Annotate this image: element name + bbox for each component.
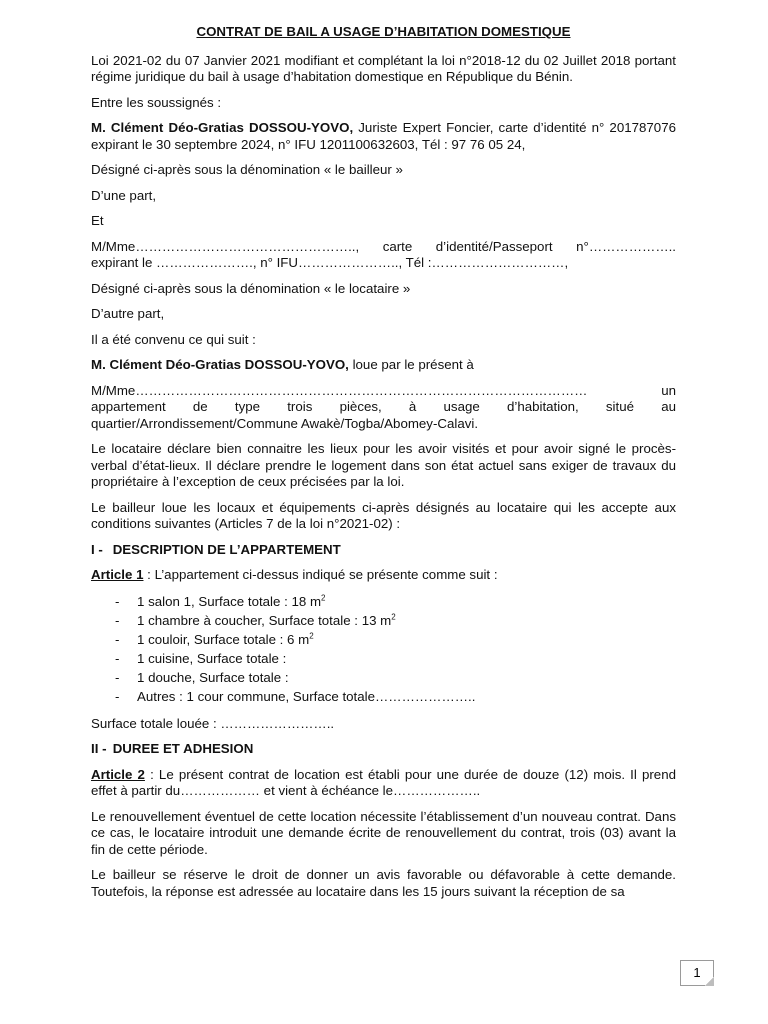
total-surface: Surface totale louée : …………………….. [91,715,335,731]
list-dash: - [115,593,120,609]
section-2-heading [91,741,676,758]
tenant-designation: Désigné ci-après sous la dénomination « le locataire » [91,280,411,296]
section-1-title: DESCRIPTION DE L’APPARTEMENT [112,541,341,557]
section-1-number: I - [91,541,103,557]
list-item [91,649,676,668]
rental-line-1: M/Mme………………………………………………………………………………………… un [91,382,676,398]
list-dash: - [115,650,120,666]
list-dash: - [115,669,120,685]
landlord-name: M. Clément Déo-Gratias DOSSOU-YOVO, [91,120,354,135]
room-unit-sup: 2 [309,631,314,641]
list-item [91,687,676,706]
list-item [91,592,676,611]
other-part: D’autre part, [91,306,165,321]
rental-statement-rest: loue par le présent à [348,357,474,372]
room-text: 1 chambre à coucher, Surface totale : 13 m [137,612,392,628]
article-2-label: Article 2 [91,766,145,782]
room-text: 1 salon 1, Surface totale : 18 m [137,593,322,609]
rooms-list [91,592,676,706]
room-text: 1 cuisine, Surface totale : [137,650,287,666]
list-dash: - [115,631,120,647]
landlord-designation: Désigné ci-après sous la dénomination « le bailleur » [91,162,403,177]
tenant-line-1: M/Mme………………………………………….., carte d’identité/Passeport n°……………….. [91,238,676,254]
room-text: 1 douche, Surface totale : [137,669,289,685]
rental-line-3: quartier/Arrondissement/Commune Awakè/Togba/Abomey-Calavi. [91,415,479,431]
section-2-number: II - [91,741,107,756]
rental-line-2: appartement de type trois pièces, à usage d’habitation, situé au [91,399,676,414]
section-2-title: DUREE ET ADHESION [112,741,254,756]
article-2 [91,767,676,800]
room-unit-sup: 2 [321,593,326,603]
article-1-label: Article 1 [91,567,144,582]
list-dash: - [115,688,120,704]
landlord-paragraph [91,120,676,153]
list-dash: - [115,612,120,628]
rental-block [91,383,676,433]
article-1 [91,567,676,584]
list-item [91,611,676,630]
tenant-line-2: expirant le …………………., n° IFU………………….., Tél :…………………………, [91,255,569,270]
room-text: 1 couloir, Surface totale : 6 m [137,631,310,647]
visit-paragraph: Le locataire déclare bien connaitre les lieux pour les avoir visités et pour avoir signé le procès-verbal d’état-lieux. Il déclare prendre le logement dans son état actuel sans exiger de travaux du propriétaire à l’exception de ceux précisées par la loi. [91,441,676,489]
list-item [91,630,676,649]
rental-landlord-name: M. Clément Déo-Gratias DOSSOU-YOVO, [91,357,349,372]
landlord-details: Juriste Expert Foncier, carte d’identité n° 201787076 expirant le 30 septembre 2024, n° IFU 1201100632603, Tél : 97 76 05 24, [91,120,676,152]
room-unit-sup: 2 [391,612,396,622]
tenant-block [91,239,676,272]
article-2-text: : Le présent contrat de location est établi pour une durée de douze (12) mois. Il prend effet à partir du……………… et vient à échéance le……………….. [91,766,676,798]
conditions-paragraph: Le bailleur loue les locaux et équipements ci-après désignés au locataire qui les accepte aux conditions suivantes (Articles 7 de la loi n°2021-02) : [91,499,676,531]
article-1-text: : L’appartement ci-dessus indiqué se présente comme suit : [143,567,498,582]
and-label: Et [91,213,104,228]
agreed-label: Il a été convenu ce qui suit : [91,331,256,347]
reserve-paragraph: Le bailleur se réserve le droit de donner un avis favorable ou défavorable à cette demande. Toutefois, la réponse est adressée au locataire dans les 15 jours suivant la réception de sa [91,867,676,899]
between-label: Entre les soussignés : [91,94,222,110]
renewal-paragraph: Le renouvellement éventuel de cette location nécessite l’établissement d’un nouveau contrat. Dans ce cas, le locataire introduit une demande écrite de renouvellement du contrat, trois (03) avant la fin de cette période. [91,808,676,857]
document-page [91,24,676,900]
rental-statement [91,357,676,374]
section-1-heading [91,542,676,559]
law-reference: Loi 2021-02 du 07 Janvier 2021 modifiant et complétant la loi n°2018-12 du 02 Juillet 2018 portant régime juridique du bail à usage d’habitation domestique en République du Bénin. [91,52,676,84]
list-item [91,668,676,687]
one-part: D’une part, [91,187,157,203]
room-text: Autres : 1 cour commune, Surface totale………………….. [137,688,476,704]
page-number: 1 [680,960,714,986]
document-title: CONTRAT DE BAIL A USAGE D’HABITATION DOMESTIQUE [196,24,571,39]
